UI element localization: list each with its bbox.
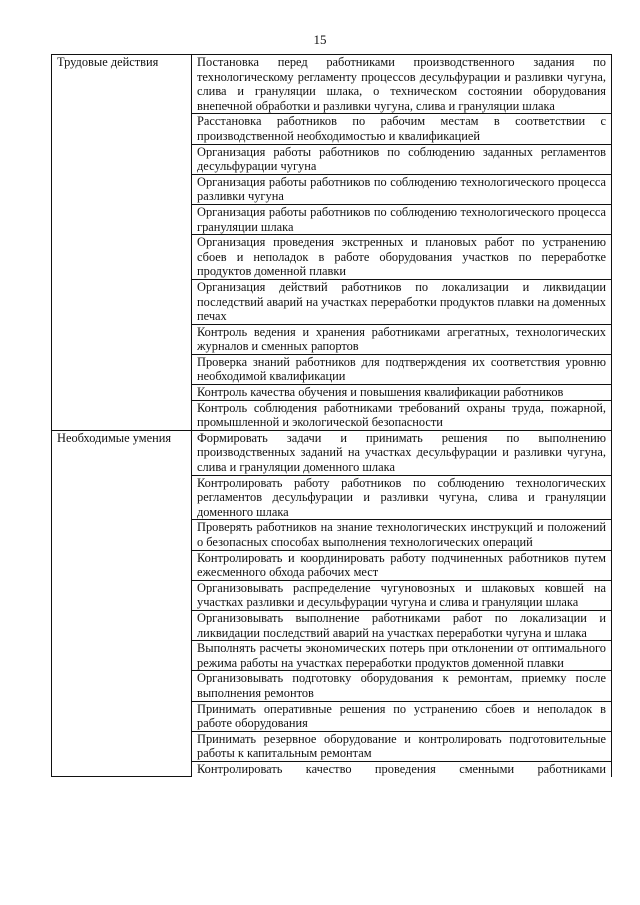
- table-cell: Контролировать и координировать работу подчиненных работников путем ежесменного обхода рабочих мест: [192, 550, 612, 580]
- table-cell: Контроль ведения и хранения работниками агрегатных, технологических журналов и сменных рапортов: [192, 324, 612, 354]
- page-number: 15: [313, 32, 327, 47]
- competency-table: [51, 54, 612, 777]
- table-cell: Постановка перед работниками производственного задания по технологическому регламенту процессов десульфурации и разливки чугуна, слива и грануляции шлака, о техническом состоянии оборудования внепечной обработки и разливки чугуна, слива и грануляции шлака: [192, 55, 612, 114]
- table-cell: Организация работы работников по соблюдению технологического процесса разливки чугуна: [192, 174, 612, 204]
- table-cell: Организация проведения экстренных и плановых работ по устранению сбоев и неполадок в работе оборудования участков по переработке продуктов доменной плавки: [192, 235, 612, 280]
- table-cell: Организация действий работников по локализации и ликвидации последствий аварий на участках переработки продуктов плавки на доменных печах: [192, 279, 612, 324]
- table-row: [52, 430, 612, 475]
- table-cell: Контролировать работу работников по соблюдению технологических регламентов десульфурации и разливки чугуна, слива и грануляции доменного шлака: [192, 475, 612, 520]
- table-cell: Организовывать распределение чугуновозных и шлаковых ковшей на участках разливки и десульфурации чугуна и слива и грануляции шлака: [192, 580, 612, 610]
- table-cell: Принимать оперативные решения по устранению сбоев и неполадок в работе оборудования: [192, 701, 612, 731]
- table-cell: Организовывать выполнение работниками работ по локализации и ликвидации последствий аварий на участках переработки чугуна и шлака: [192, 610, 612, 640]
- table-cell: Организовывать подготовку оборудования к ремонтам, приемку после выполнения ремонтов: [192, 671, 612, 701]
- table-row: [52, 55, 612, 114]
- table-cell: Формировать задачи и принимать решения по выполнению производственных заданий на участках десульфурации и разливки чугуна, слива и грануляции доменного шлака: [192, 430, 612, 475]
- table-cell: Принимать резервное оборудование и контролировать подготовительные работы к капитальным ремонтам: [192, 731, 612, 761]
- table-cell: Выполнять расчеты экономических потерь при отклонении от оптимального режима работы на участках переработки продуктов доменной плавки: [192, 641, 612, 671]
- table-cell: Проверка знаний работников для подтверждения их соответствия уровню необходимой квалификации: [192, 354, 612, 384]
- section-label-labor-actions: Трудовые действия: [52, 55, 192, 431]
- table-cell: Контролировать качество проведения сменными работниками: [192, 761, 612, 776]
- table-cell: Контроль качества обучения и повышения квалификации работников: [192, 385, 612, 401]
- table-cell: Организация работы работников по соблюдению заданных регламентов десульфурации чугуна: [192, 144, 612, 174]
- table-cell: Проверять работников на знание технологических инструкций и положений о безопасных способах выполнения технологических операций: [192, 520, 612, 550]
- table-cell: Организация работы работников по соблюдению технологического процесса грануляции шлака: [192, 204, 612, 234]
- section-label-required-skills: Необходимые умения: [52, 430, 192, 776]
- table-cell: Контроль соблюдения работниками требований охраны труда, пожарной, промышленной и экологической безопасности: [192, 400, 612, 430]
- table-cell: Расстановка работников по рабочим местам в соответствии с производственной необходимостью и квалификацией: [192, 114, 612, 144]
